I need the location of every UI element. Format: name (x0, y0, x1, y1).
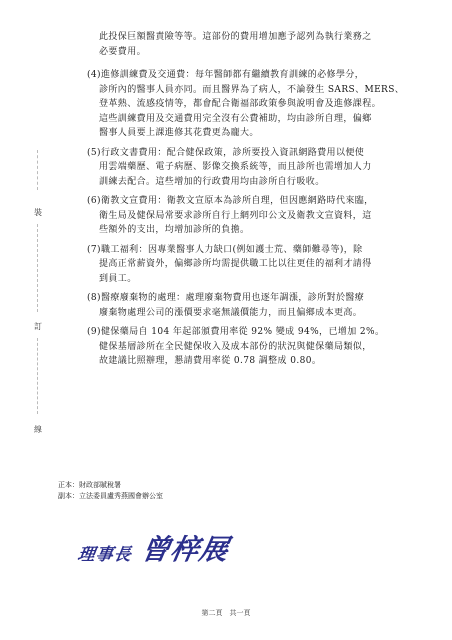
recipient-list (58, 480, 163, 502)
signature-name: 曾梓展 (138, 533, 232, 566)
binding-mark-3: 線 (34, 425, 42, 434)
main-recipient: 正本：財政部賦稅署 (58, 481, 121, 489)
item-9-paragraph: (9)健保藥局自 104 年起部頒費用率從 92% 變成 94%，已增加 2%。 健保基層診所在全民健保收入及成本部份的狀況與健保藥局類似， 故建議比照辦理，懇請費用率從 0.78 調整成 0.80。 (87, 327, 385, 366)
item-5-paragraph: (5)行政文書費用：配合健保政策，診所要投入資訊網路費用以便使 用雲端藥歷、電子病歷、影像交換系統等，而且診所也需增加人力 訓練去配合。這些增加的行政費用均由診所自行吸收。 (87, 147, 372, 187)
binding-mark-2: 訂 (34, 322, 42, 331)
item-4-paragraph: (4)進修訓練費及交通費：每年醫師都有繼續教育訓練的必修學分， 診所內的醫事人員亦同。而且醫界為了病人，不論發生 SARS、MERS、 登革熱、流感疫情等，都會配合衛福部政策參與說明會及進修課程。 這些訓練費用及交通費用完全沒有公費補助，均由診所自理，偏鄉 醫事人員要上課進修其花費更為龐大。 (87, 70, 405, 138)
page-number: 第二頁 共一頁 (201, 609, 251, 617)
binding-margin (32, 150, 46, 450)
body-text (85, 30, 415, 374)
binding-dash-line (37, 224, 38, 312)
binding-mark-1: 裝 (34, 208, 42, 217)
continuation-paragraph: 此投保巨額醫責險等等。這部份的費用增加應予認列為執行業務之 必要費用。 (99, 32, 372, 57)
handwritten-signature (78, 528, 248, 564)
signature-title: 理事長 (76, 545, 134, 565)
item-7-paragraph: (7)職工福利：因專業醫事人力缺口(例如護士荒、藥師難尋等)，除 提高正常薪資外，偏鄉診所均需提供職工比以往更佳的福利才請得 到員工。 (87, 244, 372, 284)
binding-dash-line (37, 338, 38, 414)
item-6-paragraph: (6)衛教文宣費用：衛教文宣原本為診所自理，但因應網路時代來臨， 衛生局及健保局常要求診所自行上網列印公文及衛教文宣資料，這 些額外的支出，均增加診所的負擔。 (87, 196, 374, 235)
item-8-paragraph: (8)醫療廢棄物的處理：處理廢棄物費用也逐年調漲，診所對於醫療 廢棄物處理公司的漲價要求毫無議價能力，而且偏鄉成本更高。 (87, 293, 365, 318)
copy-recipient: 副本：立法委員盧秀燕國會辦公室 (58, 492, 163, 500)
binding-dash-line (37, 150, 38, 190)
